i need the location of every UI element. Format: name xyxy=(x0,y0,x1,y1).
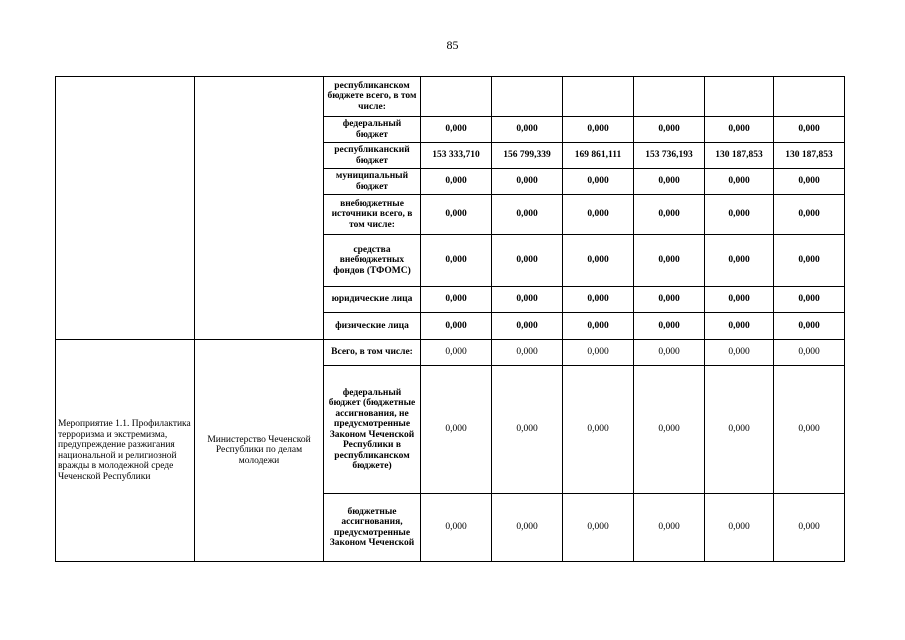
value-cell: 0,000 xyxy=(492,340,563,366)
budget-table xyxy=(55,76,845,562)
value-cell: 0,000 xyxy=(563,117,634,143)
value-cell: 0,000 xyxy=(634,169,705,195)
value-cell: 0,000 xyxy=(421,366,492,494)
table-row xyxy=(56,77,845,117)
value-cell: 0,000 xyxy=(634,117,705,143)
value-cell: 130 187,853 xyxy=(705,143,774,169)
value-cell xyxy=(634,77,705,117)
value-cell: 0,000 xyxy=(563,287,634,313)
value-cell: 0,000 xyxy=(563,340,634,366)
value-cell: 0,000 xyxy=(774,340,845,366)
executor-name: Министерство Чеченской Республики по делам молодежи xyxy=(195,340,324,562)
funding-source: республиканском бюджете всего, в том числе: xyxy=(324,77,421,117)
funding-source: средства внебюджетных фондов (ТФОМС) xyxy=(324,235,421,287)
funding-source: юридические лица xyxy=(324,287,421,313)
value-cell: 0,000 xyxy=(563,494,634,562)
value-cell: 0,000 xyxy=(705,494,774,562)
value-cell: 0,000 xyxy=(563,366,634,494)
value-cell: 169 861,111 xyxy=(563,143,634,169)
value-cell: 0,000 xyxy=(705,340,774,366)
funding-source: федеральный бюджет (бюджетные ассигнования, не предусмотренные Законом Чеченской Республики в республиканском бюджете) xyxy=(324,366,421,494)
value-cell: 0,000 xyxy=(774,235,845,287)
value-cell: 0,000 xyxy=(774,169,845,195)
value-cell: 0,000 xyxy=(774,287,845,313)
value-cell: 0,000 xyxy=(492,287,563,313)
funding-source: республиканский бюджет xyxy=(324,143,421,169)
executor-cell-empty xyxy=(195,77,324,340)
value-cell: 0,000 xyxy=(421,313,492,340)
value-cell: 0,000 xyxy=(492,235,563,287)
funding-source: Всего, в том числе: xyxy=(324,340,421,366)
event-cell-empty xyxy=(56,77,195,340)
value-cell: 0,000 xyxy=(421,494,492,562)
value-cell: 0,000 xyxy=(634,287,705,313)
value-cell: 0,000 xyxy=(774,195,845,235)
value-cell xyxy=(705,77,774,117)
value-cell: 0,000 xyxy=(634,313,705,340)
value-cell: 0,000 xyxy=(492,169,563,195)
value-cell xyxy=(421,77,492,117)
value-cell: 0,000 xyxy=(634,235,705,287)
value-cell: 0,000 xyxy=(774,117,845,143)
funding-source: федеральный бюджет xyxy=(324,117,421,143)
value-cell: 0,000 xyxy=(492,366,563,494)
value-cell: 0,000 xyxy=(492,195,563,235)
value-cell: 0,000 xyxy=(774,366,845,494)
value-cell xyxy=(774,77,845,117)
value-cell: 0,000 xyxy=(705,169,774,195)
value-cell: 0,000 xyxy=(421,287,492,313)
funding-source: бюджетные ассигнования, предусмотренные Законом Чеченской xyxy=(324,494,421,562)
value-cell: 0,000 xyxy=(705,366,774,494)
value-cell: 0,000 xyxy=(705,117,774,143)
value-cell: 0,000 xyxy=(421,235,492,287)
value-cell: 0,000 xyxy=(563,195,634,235)
value-cell: 0,000 xyxy=(774,494,845,562)
value-cell: 0,000 xyxy=(634,340,705,366)
value-cell: 0,000 xyxy=(705,235,774,287)
value-cell: 0,000 xyxy=(634,366,705,494)
value-cell: 0,000 xyxy=(705,287,774,313)
value-cell: 0,000 xyxy=(421,169,492,195)
value-cell: 153 736,193 xyxy=(634,143,705,169)
funding-source: муниципальный бюджет xyxy=(324,169,421,195)
value-cell: 0,000 xyxy=(705,313,774,340)
value-cell: 0,000 xyxy=(421,340,492,366)
value-cell: 0,000 xyxy=(705,195,774,235)
funding-source: физические лица xyxy=(324,313,421,340)
value-cell: 0,000 xyxy=(492,494,563,562)
funding-source: внебюджетные источники всего, в том числе: xyxy=(324,195,421,235)
value-cell: 0,000 xyxy=(774,313,845,340)
value-cell: 0,000 xyxy=(421,195,492,235)
value-cell: 0,000 xyxy=(563,235,634,287)
value-cell: 0,000 xyxy=(634,494,705,562)
event-name: Мероприятие 1.1. Профилактика терроризма и экстремизма, предупреждение разжигания национальной и религиозной вражды в молодежной среде Чеченской Республики xyxy=(56,340,195,562)
value-cell: 0,000 xyxy=(492,117,563,143)
value-cell: 0,000 xyxy=(421,117,492,143)
value-cell: 153 333,710 xyxy=(421,143,492,169)
table-row xyxy=(56,340,845,366)
value-cell: 0,000 xyxy=(634,195,705,235)
value-cell: 0,000 xyxy=(563,169,634,195)
value-cell: 0,000 xyxy=(492,313,563,340)
value-cell: 130 187,853 xyxy=(774,143,845,169)
value-cell xyxy=(492,77,563,117)
value-cell: 0,000 xyxy=(563,313,634,340)
value-cell: 156 799,339 xyxy=(492,143,563,169)
value-cell xyxy=(563,77,634,117)
page-number: 85 xyxy=(446,38,459,52)
